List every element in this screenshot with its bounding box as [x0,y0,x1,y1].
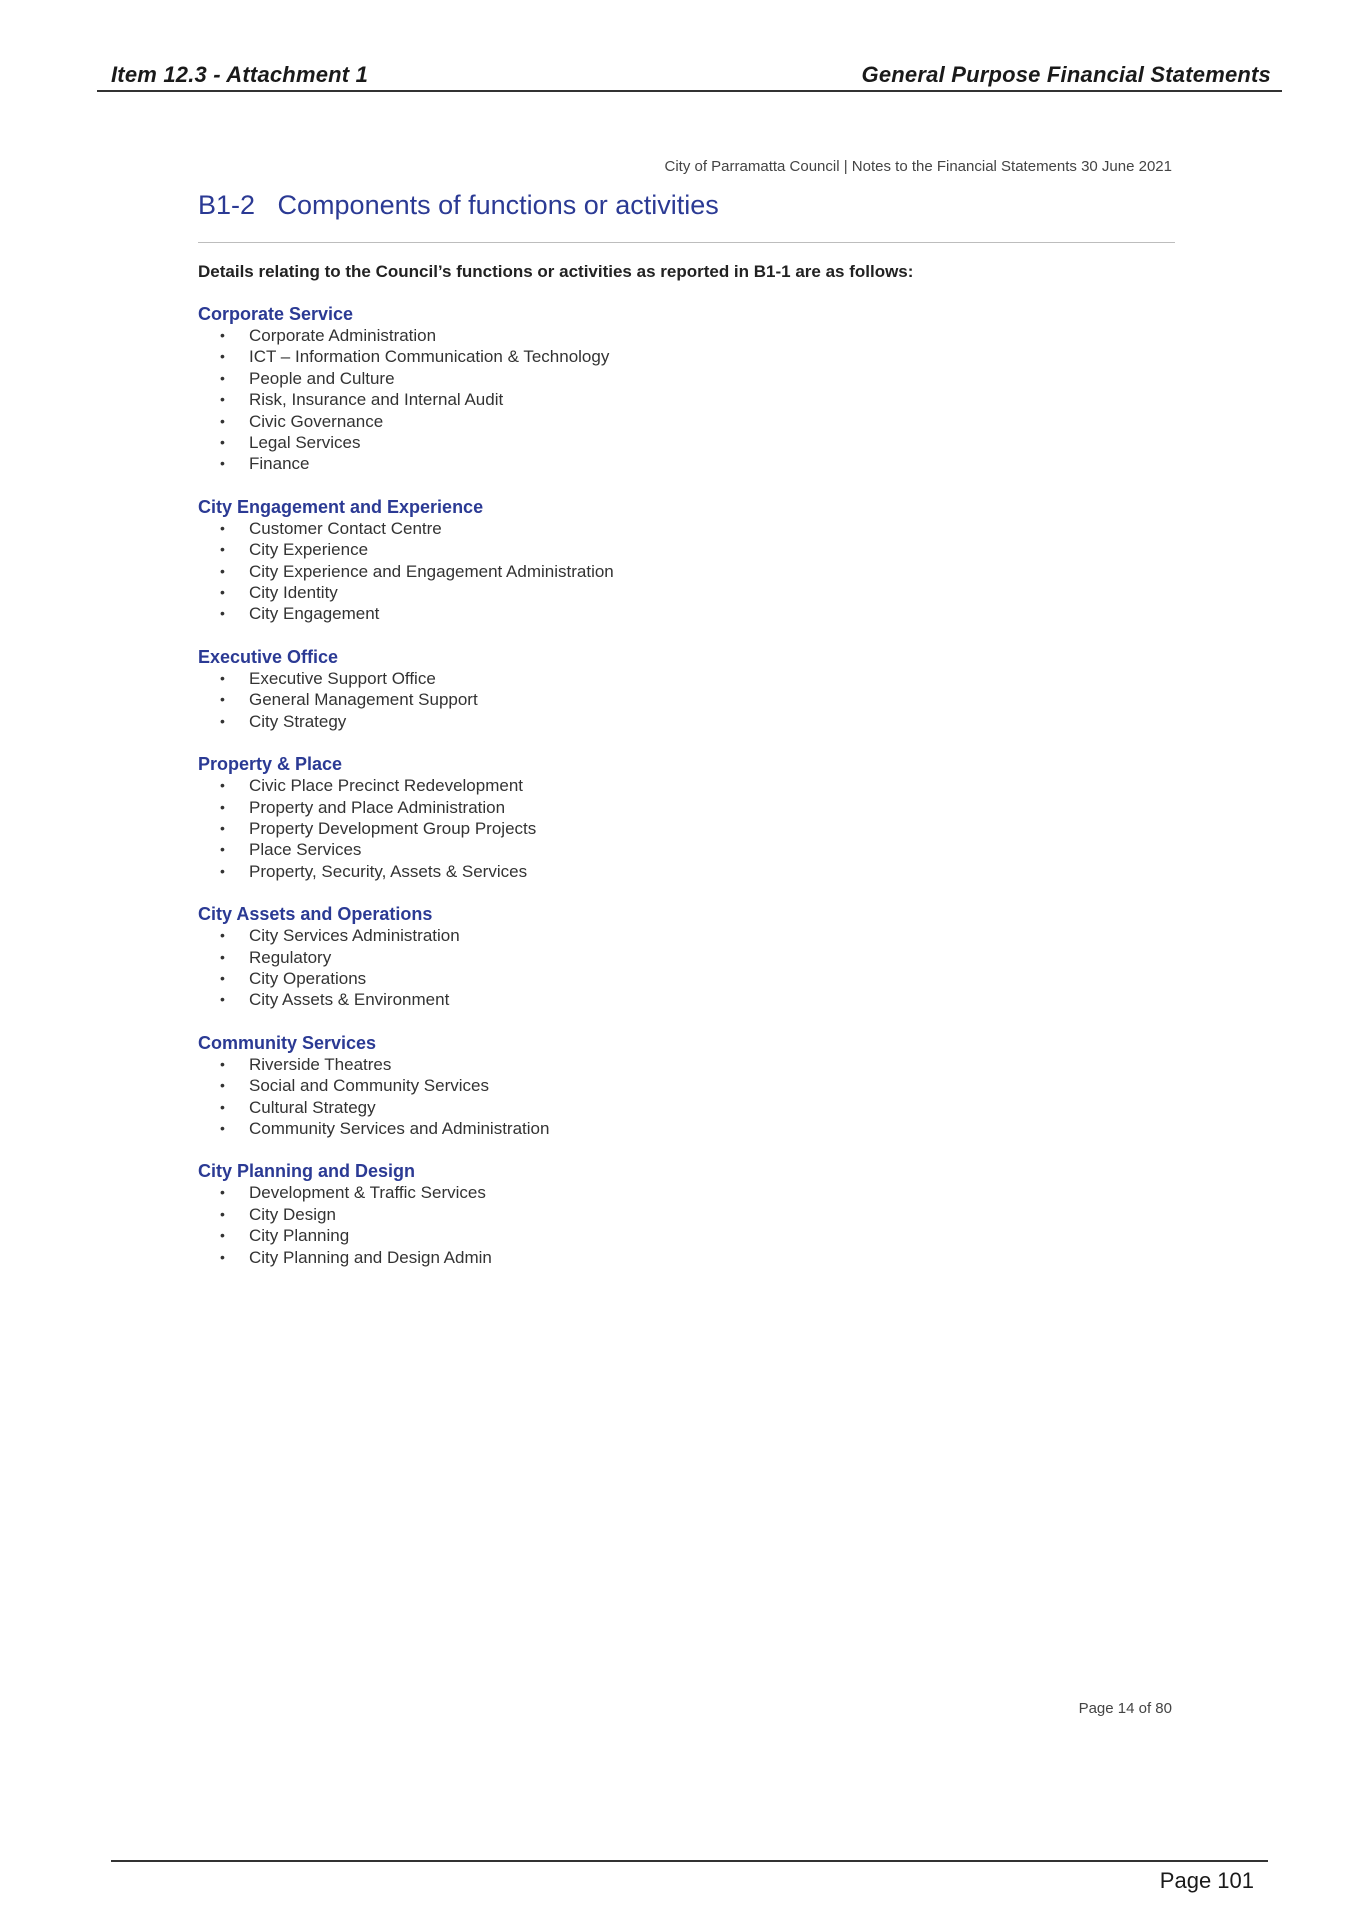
group-item-list [198,925,1098,1011]
list-item-label: People and Culture [249,368,395,388]
list-item [198,925,1098,946]
bullet-icon: • [220,969,225,986]
list-item [198,1054,1098,1075]
group-item-list [198,668,1098,732]
list-item [198,518,1098,539]
footer-page-number: Page 101 [1159,1868,1254,1893]
bullet-icon: • [220,669,225,686]
list-item-label: Regulatory [249,947,332,967]
intro-text: Details relating to the Council’s functions or activities as reported in B1-1 are as follows: [198,262,914,281]
list-item-label: City Operations [249,968,367,988]
function-group [198,646,1098,732]
list-item [198,389,1098,410]
group-item-list [198,325,1098,475]
list-item-label: Development & Traffic Services [249,1183,486,1203]
list-item-label: City Planning [249,1226,350,1246]
header-rule [97,90,1282,92]
bullet-icon: • [220,455,225,472]
list-item [198,775,1098,796]
list-item [198,561,1098,582]
list-item-label: Finance [249,454,310,474]
section-title: B1-2 Components of functions or activities [198,190,719,220]
list-item [198,1225,1098,1246]
list-item-label: Property, Security, Assets & Services [249,861,528,881]
group-item-list [198,775,1098,882]
list-item [198,603,1098,624]
list-item-label: Executive Support Office [249,668,436,688]
list-item [198,797,1098,818]
list-item-label: Property Development Group Projects [249,818,537,838]
bullet-icon: • [220,584,225,601]
bullet-icon: • [220,1098,225,1115]
list-item [198,668,1098,689]
list-item [198,1247,1098,1268]
list-item-label: City Planning and Design Admin [249,1247,492,1267]
list-item [198,968,1098,989]
group-title: Corporate Service [198,304,354,324]
list-item [198,711,1098,732]
bullet-icon: • [220,1119,225,1136]
group-title: City Planning and Design [198,1161,416,1182]
group-item-list [198,1182,1098,1268]
bullet-icon: • [220,927,225,944]
group-title: Community Services [198,1032,377,1053]
list-item-label: Customer Contact Centre [249,518,442,538]
group-title: Property & Place [198,754,343,775]
list-item-label: Civic Place Precinct Redevelopment [249,776,524,796]
list-item-label: City Identity [249,583,338,603]
bullet-icon: • [220,691,225,708]
bullet-icon: • [220,1205,225,1222]
bullet-icon: • [220,777,225,794]
list-item [198,947,1098,968]
list-item-label: City Services Administration [249,926,460,946]
list-item-label: Risk, Insurance and Internal Audit [249,390,504,410]
list-item [198,1075,1098,1096]
list-item [198,1097,1098,1118]
bullet-icon: • [220,819,225,836]
list-item-label: Social and Community Services [249,1076,489,1096]
function-group [198,1160,1098,1268]
bullet-icon: • [220,391,225,408]
function-group [198,753,1098,882]
bullet-icon: • [220,369,225,386]
bullet-icon: • [220,412,225,429]
list-item [198,582,1098,603]
list-item-label: Property and Place Administration [249,797,506,817]
bullet-icon: • [220,862,225,879]
bullet-icon: • [220,798,225,815]
inner-page-number: Page 14 of 80 [1078,1700,1172,1717]
bullet-icon: • [220,1248,225,1265]
group-title: City Engagement and Experience [198,496,484,517]
document-type-label: General Purpose Financial Statements [861,62,1271,87]
bullet-icon: • [220,562,225,579]
list-item-label: Civic Governance [249,411,384,431]
list-item [198,818,1098,839]
bullet-icon: • [220,605,225,622]
function-group [198,303,1098,475]
bullet-icon: • [220,1077,225,1094]
function-group [198,496,1098,625]
list-item [198,989,1098,1010]
bullet-icon: • [220,948,225,965]
bullet-icon: • [220,541,225,558]
list-item [198,453,1098,474]
list-item-label: General Management Support [249,690,478,710]
bullet-icon: • [220,712,225,729]
group-title: Executive Office [198,646,339,667]
group-item-list [198,1054,1098,1140]
attachment-label: Item 12.3 - Attachment 1 [111,62,369,87]
list-item-label: Community Services and Administration [249,1118,550,1138]
function-group [198,1032,1098,1140]
list-item [198,861,1098,882]
list-item [198,325,1098,346]
list-item [198,539,1098,560]
function-group [198,903,1098,1011]
list-item-label: City Experience [249,540,369,560]
bullet-icon: • [220,841,225,858]
group-title: City Assets and Operations [198,904,433,925]
running-header: City of Parramatta Council | Notes to the Financial Statements 30 June 2021 [664,158,1172,175]
list-item-label: City Design [249,1204,336,1224]
list-item [198,411,1098,432]
list-item-label: Place Services [249,840,362,860]
list-item [198,368,1098,389]
list-item [198,432,1098,453]
footer-rule [111,1860,1268,1862]
list-item [198,689,1098,710]
list-item [198,839,1098,860]
title-divider [198,242,1175,243]
list-item-label: City Assets & Environment [249,990,450,1010]
list-item [198,1182,1098,1203]
list-item-label: City Engagement [249,604,380,624]
list-item-label: City Strategy [249,711,347,731]
list-item-label: City Experience and Engagement Administration [249,561,614,581]
bullet-icon: • [220,1227,225,1244]
bullet-icon: • [220,348,225,365]
group-item-list [198,518,1098,625]
bullet-icon: • [220,991,225,1008]
bullet-icon: • [220,1184,225,1201]
bullet-icon: • [220,434,225,451]
function-groups [198,303,1098,1289]
list-item-label: Corporate Administration [249,326,437,345]
bullet-icon: • [220,519,225,536]
list-item-label: Cultural Strategy [249,1097,376,1117]
list-item-label: Riverside Theatres [249,1054,392,1074]
list-item [198,346,1098,367]
list-item [198,1204,1098,1225]
list-item-label: Legal Services [249,433,361,453]
bullet-icon: • [220,1055,225,1072]
bullet-icon: • [220,327,225,343]
list-item-label: ICT – Information Communication & Technology [249,347,610,367]
list-item [198,1118,1098,1139]
